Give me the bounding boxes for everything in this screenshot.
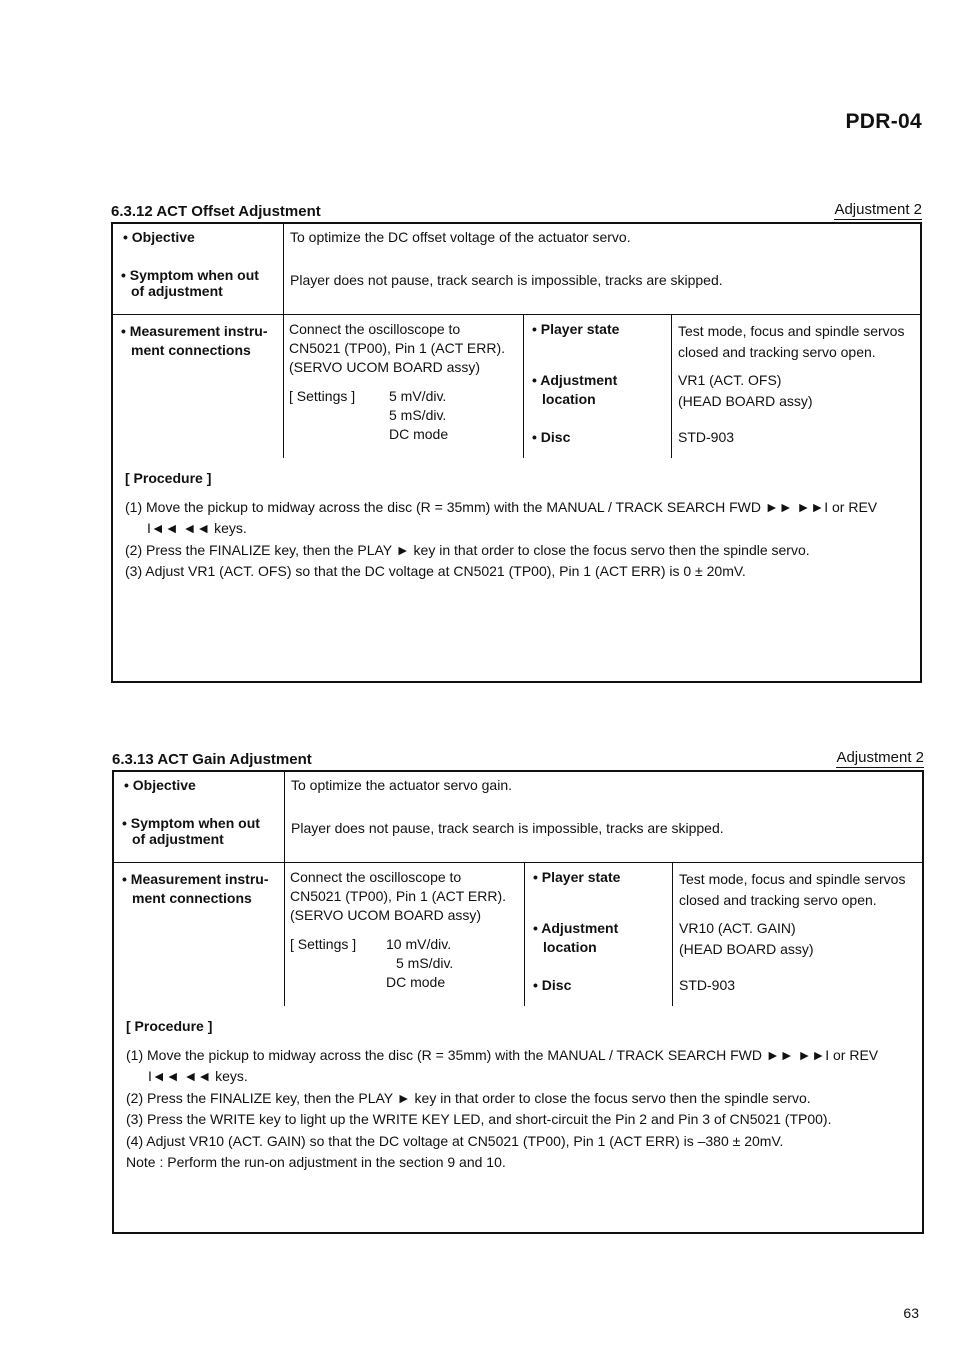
player-state-label: • Player state xyxy=(532,321,620,337)
procedure-step: (3) Adjust VR1 (ACT. OFS) so that the DC voltage at CN5021 (TP00), Pin 1 (ACT ERR) is 0 ± 20mV. xyxy=(125,563,746,579)
section-header xyxy=(112,748,924,770)
player-state-value: Test mode, focus and spindle servos closed and tracking servo open. xyxy=(679,871,906,908)
state-labels xyxy=(524,315,672,458)
objective-text: To optimize the DC offset voltage of the actuator servo. xyxy=(290,229,631,245)
adjustment-table xyxy=(111,222,922,683)
objective-labels xyxy=(114,772,285,862)
player-state-label: • Player state xyxy=(533,869,621,885)
objective-label: • Objective xyxy=(123,229,195,245)
adjustment-location-label: • Adjustment location xyxy=(532,372,618,407)
procedure-note: Note : Perform the run-on adjustment in the section 9 and 10. xyxy=(126,1154,506,1170)
adjustment-table xyxy=(112,770,924,1234)
procedure-step: (2) Press the FINALIZE key, then the PLAY ► key in that order to close the focus servo then the spindle servo. xyxy=(125,541,810,558)
player-state-value: Test mode, focus and spindle servos closed and tracking servo open. xyxy=(678,323,905,360)
settings-label: [ Settings ] xyxy=(290,936,357,952)
procedure-step: (3) Press the WRITE key to light up the WRITE KEY LED, and short-circuit the Pin 2 and Pin 3 of CN5021 (TP00). xyxy=(126,1111,832,1127)
state-values xyxy=(672,315,920,458)
settings xyxy=(289,387,518,406)
procedure-step: I◄◄ ◄◄ keys. xyxy=(148,1068,248,1084)
objective-values xyxy=(284,224,920,314)
adjustment-location-value: VR1 (ACT. OFS) (HEAD BOARD assy) xyxy=(678,372,813,409)
adjustment-location-label: • Adjustment location xyxy=(533,920,619,955)
section-header xyxy=(111,200,922,222)
objective-values xyxy=(285,772,922,862)
symptom-text: Player does not pause, track search is impossible, tracks are skipped. xyxy=(291,820,724,836)
objective-label: • Objective xyxy=(124,777,196,793)
section-title: 6.3.13 ACT Gain Adjustment xyxy=(112,751,312,768)
connection-cell: Connect the oscilloscope to CN5021 (TP00), Pin 1 (ACT ERR). (SERVO UCOM BOARD assy) [ Settings ] 10 mV/div. 5 mS/div. DC mode xyxy=(285,863,525,1006)
state-labels xyxy=(525,863,673,1006)
model-number: PDR-04 xyxy=(845,110,922,133)
procedure-step: (2) Press the FINALIZE key, then the PLAY ► key in that order to close the focus servo then the spindle servo. xyxy=(126,1089,811,1106)
objective-text: To optimize the actuator servo gain. xyxy=(291,777,513,793)
objective-row xyxy=(113,224,920,314)
section-act-gain xyxy=(112,748,924,1234)
disc-value: STD-903 xyxy=(679,977,736,993)
section-tag: Adjustment 2 xyxy=(836,749,924,766)
state-values xyxy=(673,863,922,1006)
measurement-cells xyxy=(285,863,922,1006)
measurement-row xyxy=(113,314,920,458)
symptom-label: • Symptom when out of adjustment xyxy=(122,815,260,847)
procedure-step: (1) Move the pickup to midway across the disc (R = 35mm) with the MANUAL / TRACK SEARCH FWD ►► ►►I or REV xyxy=(126,1046,879,1063)
procedure-step: I◄◄ ◄◄ keys. xyxy=(147,520,247,536)
section-act-offset xyxy=(111,200,922,683)
settings xyxy=(290,935,519,954)
section-tag: Adjustment 2 xyxy=(834,201,922,218)
page-number: 63 xyxy=(903,1305,919,1321)
objective-labels xyxy=(113,224,284,314)
section-title: 6.3.12 ACT Offset Adjustment xyxy=(111,203,321,220)
procedure-step: (4) Adjust VR10 (ACT. GAIN) so that the DC voltage at CN5021 (TP00), Pin 1 (ACT ERR) is –380 ± 20mV. xyxy=(126,1132,784,1149)
procedure xyxy=(113,458,920,593)
connection-cell: Connect the oscilloscope to CN5021 (TP00), Pin 1 (ACT ERR). (SERVO UCOM BOARD assy) [ Settings ] 5 mV/div. 5 mS/div. DC mode xyxy=(284,315,524,458)
symptom-text: Player does not pause, track search is impossible, tracks are skipped. xyxy=(290,272,723,288)
settings-value: 5 mV/div. xyxy=(389,388,447,404)
settings-value: 10 mV/div. xyxy=(386,936,452,952)
measurement-label: • Measurement instru- ment connections xyxy=(114,863,285,1006)
procedure-title: [ Procedure ] xyxy=(126,1018,213,1034)
symptom-label: • Symptom when out of adjustment xyxy=(121,267,259,299)
disc-label: • Disc xyxy=(532,429,571,445)
disc-label: • Disc xyxy=(533,977,572,993)
procedure xyxy=(114,1006,922,1184)
settings-label: [ Settings ] xyxy=(289,388,356,404)
procedure-title: [ Procedure ] xyxy=(125,470,212,486)
adjustment-location-value: VR10 (ACT. GAIN) (HEAD BOARD assy) xyxy=(679,920,814,957)
procedure-step: (1) Move the pickup to midway across the disc (R = 35mm) with the MANUAL / TRACK SEARCH FWD ►► ►►I or REV xyxy=(125,498,878,515)
measurement-row xyxy=(114,862,922,1006)
measurement-cells xyxy=(284,315,920,458)
disc-value: STD-903 xyxy=(678,429,735,445)
objective-row xyxy=(114,772,922,862)
measurement-label: • Measurement instru- ment connections xyxy=(113,315,284,458)
